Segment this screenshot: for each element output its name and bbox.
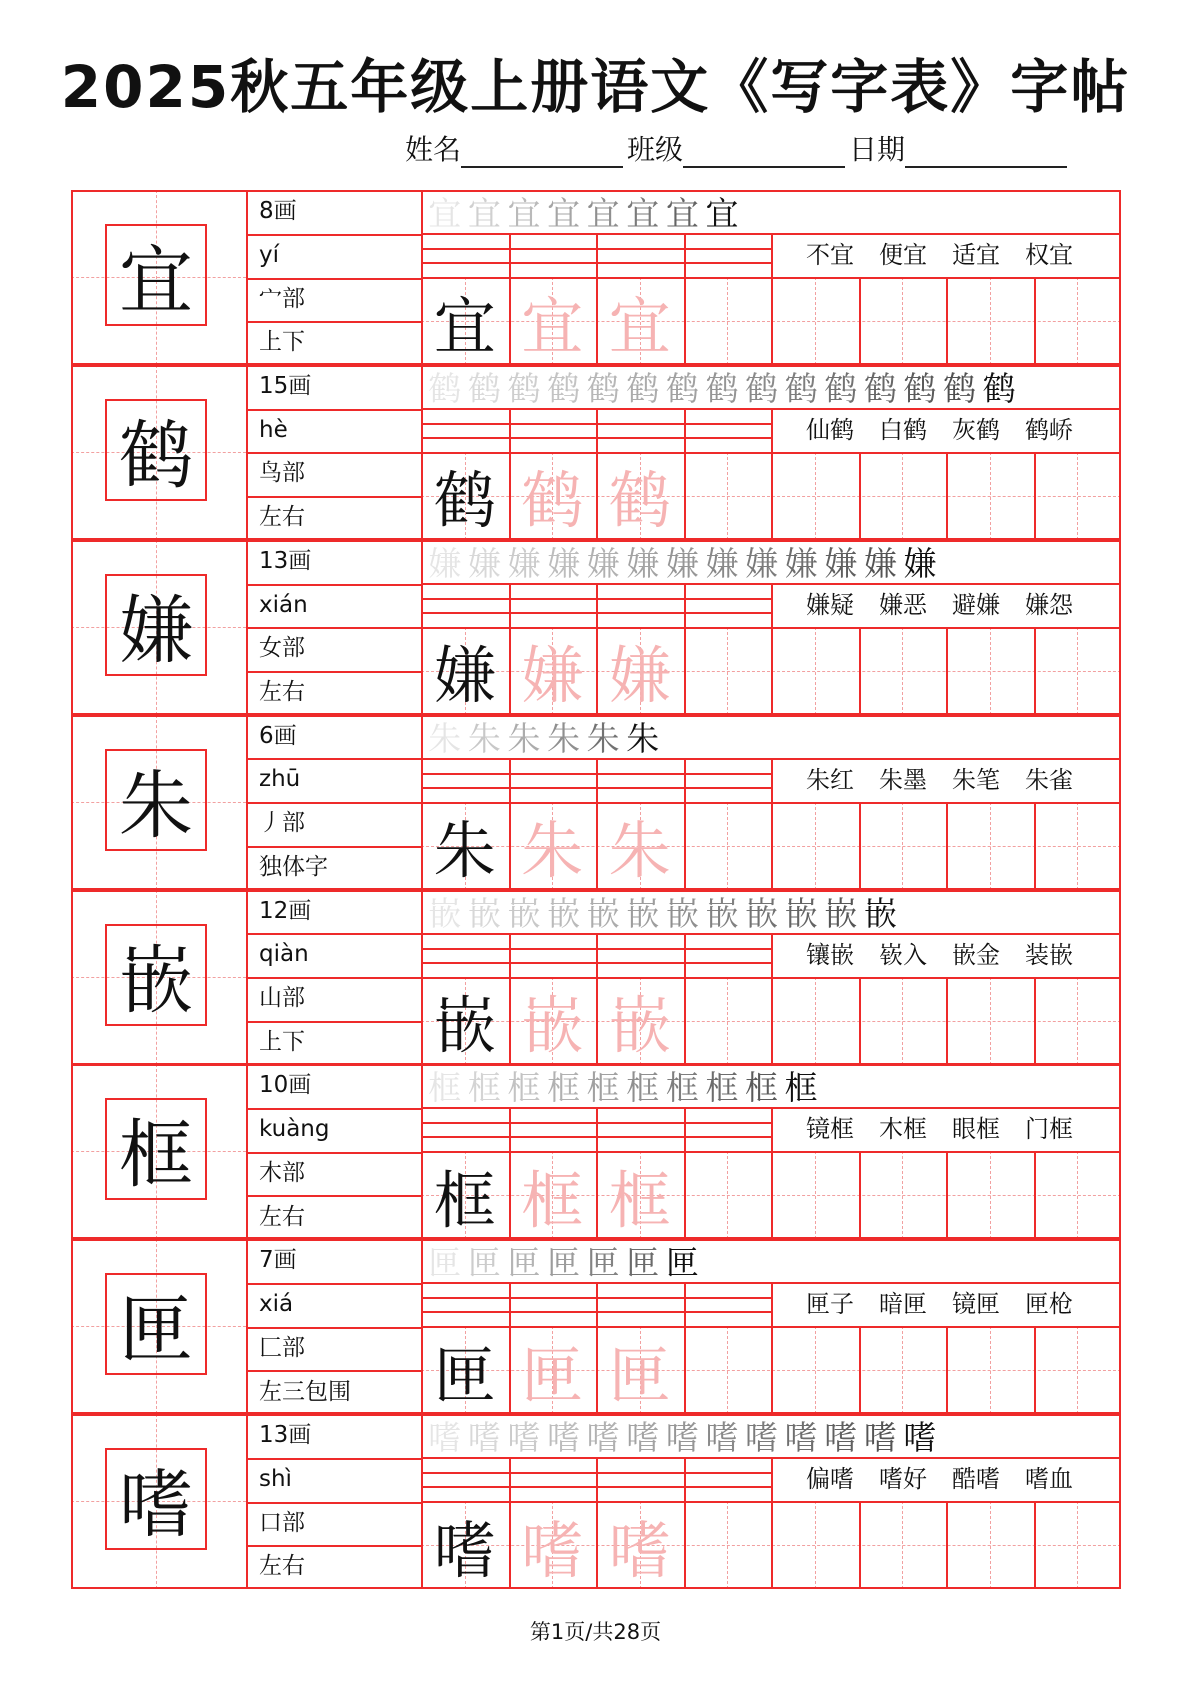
character-block [71, 190, 1121, 365]
grid-line [1034, 1501, 1036, 1589]
structure: 左右 [259, 1553, 305, 1580]
grid-line [771, 758, 773, 890]
grid-line [859, 802, 861, 890]
stroke-step: 框 [784, 1068, 818, 1108]
grid-line [1034, 452, 1036, 540]
big-character: 匣 [105, 1273, 207, 1375]
grid-line [946, 1501, 948, 1589]
grid-line [71, 1414, 73, 1589]
word: 暗匣 [879, 1290, 927, 1319]
big-character: 嵌 [105, 924, 207, 1026]
stroke-step: 框 [586, 1068, 620, 1108]
grid-line [771, 1457, 773, 1589]
stroke-step: 鹤 [784, 368, 818, 408]
stroke-step: 嵌 [547, 893, 581, 933]
stroke-step: 嵌 [824, 893, 858, 933]
stroke-step: 匣 [507, 1243, 541, 1283]
character-block [71, 1239, 1121, 1414]
stroke-step: 嫌 [863, 543, 897, 583]
character-block [71, 540, 1121, 715]
stroke-count: 12画 [259, 897, 312, 924]
stroke-step: 嫌 [626, 543, 660, 583]
grid-line [71, 890, 73, 1065]
stroke-step: 鹤 [665, 368, 699, 408]
stroke-count: 13画 [259, 1422, 312, 1449]
model-character: 朱 [433, 814, 496, 888]
stroke-count: 7画 [259, 1247, 297, 1274]
grid-line [684, 408, 686, 540]
word-list [806, 1458, 1098, 1501]
trace-character: 匣 [521, 1338, 584, 1412]
word: 避嫌 [952, 590, 1000, 619]
structure: 左三包围 [259, 1378, 351, 1405]
grid-line [1034, 1151, 1036, 1239]
stroke-step: 宜 [507, 194, 541, 233]
stroke-step: 嗜 [665, 1418, 699, 1458]
model-character: 框 [433, 1163, 496, 1237]
radical: 木部 [259, 1159, 305, 1186]
character-block [71, 715, 1121, 890]
grid-line [684, 233, 686, 365]
grid-line [1034, 802, 1036, 890]
word: 嫌疑 [806, 590, 854, 619]
stroke-count: 15画 [259, 372, 312, 399]
date-label: 日期 [849, 133, 906, 166]
stroke-step: 鹤 [863, 368, 897, 408]
structure: 左右 [259, 679, 305, 705]
stroke-step: 嗜 [903, 1418, 937, 1458]
word: 便宜 [879, 241, 927, 269]
word: 镶嵌 [806, 940, 854, 969]
stroke-step: 朱 [428, 718, 462, 758]
word: 木框 [879, 1115, 927, 1144]
grid-line [859, 1151, 861, 1239]
word-list [806, 409, 1098, 452]
word-list [806, 234, 1098, 277]
stroke-count: 10画 [259, 1072, 312, 1099]
trace-character: 嵌 [608, 989, 671, 1062]
pinyin: shì [259, 1465, 292, 1492]
word-list [806, 934, 1098, 977]
stroke-step: 宜 [665, 194, 699, 233]
grid-line [859, 977, 861, 1065]
word: 嵚入 [879, 940, 927, 969]
grid-line [771, 1107, 773, 1239]
word: 白鹤 [879, 415, 927, 444]
big-character: 朱 [105, 749, 207, 851]
stroke-step: 嵌 [428, 893, 462, 933]
word: 镜框 [806, 1115, 854, 1144]
stroke-step: 嫌 [547, 543, 581, 583]
grid-line [1034, 277, 1036, 365]
word: 朱笔 [952, 765, 1000, 794]
stroke-order [425, 190, 742, 233]
stroke-step: 嫌 [586, 543, 620, 583]
trace-character: 宜 [608, 289, 671, 363]
grid-line [1034, 1326, 1036, 1414]
pinyin: xiá [259, 1291, 294, 1317]
stroke-step: 朱 [586, 718, 620, 758]
word: 仙鹤 [806, 415, 854, 444]
trace-character: 框 [608, 1163, 671, 1237]
stroke-step: 框 [507, 1068, 541, 1108]
structure: 上下 [259, 329, 305, 356]
stroke-count: 8画 [259, 198, 297, 224]
stroke-step: 嗜 [467, 1418, 501, 1458]
trace-character: 朱 [608, 814, 671, 888]
word: 鹤峤 [1025, 415, 1073, 444]
character-block [71, 1064, 1121, 1239]
stroke-step: 框 [745, 1068, 779, 1108]
stroke-step: 嫌 [824, 543, 858, 583]
trace-character: 鹤 [521, 464, 584, 538]
stroke-count: 13画 [259, 547, 312, 574]
student-info [405, 128, 1071, 168]
word: 朱雀 [1025, 765, 1073, 794]
stroke-order [425, 715, 663, 758]
character-block [71, 890, 1121, 1065]
stroke-step: 鹤 [943, 368, 977, 408]
stroke-step: 嫌 [745, 543, 779, 583]
stroke-step: 嫌 [428, 543, 462, 583]
stroke-step: 鹤 [428, 368, 462, 408]
stroke-step: 鹤 [467, 368, 501, 408]
stroke-step: 鹤 [705, 368, 739, 408]
grid-line [859, 452, 861, 540]
grid-line [771, 933, 773, 1065]
grid-line [71, 1064, 73, 1239]
radical: 丿部 [259, 810, 305, 837]
stroke-step: 嫌 [784, 543, 818, 583]
stroke-step: 嵌 [626, 893, 660, 933]
word: 灰鹤 [952, 415, 1000, 444]
pinyin: yí [259, 241, 280, 268]
stroke-step: 嫌 [705, 543, 739, 583]
structure: 左右 [259, 504, 305, 531]
stroke-step: 匣 [467, 1243, 501, 1283]
word-list [806, 759, 1098, 802]
class-label: 班级 [627, 133, 684, 166]
grid-line [946, 802, 948, 890]
word: 门框 [1025, 1115, 1073, 1144]
stroke-step: 框 [428, 1068, 462, 1108]
pinyin: kuàng [259, 1116, 330, 1143]
radical: 匚部 [259, 1334, 305, 1361]
word: 眼框 [952, 1115, 1000, 1144]
stroke-step: 匣 [428, 1243, 462, 1283]
model-character: 嫌 [433, 639, 496, 713]
trace-character: 框 [521, 1163, 584, 1237]
word: 不宜 [806, 241, 854, 269]
stroke-step: 嗜 [784, 1418, 818, 1458]
stroke-step: 嫌 [467, 543, 501, 583]
stroke-order [425, 1239, 702, 1282]
grid-line [71, 365, 73, 540]
word-list [806, 584, 1098, 627]
radical: 山部 [259, 985, 305, 1011]
stroke-step: 嵌 [745, 893, 779, 933]
pinyin: hè [259, 416, 288, 443]
stroke-count: 6画 [259, 722, 297, 749]
stroke-step: 匣 [665, 1243, 699, 1283]
stroke-step: 框 [626, 1068, 660, 1108]
model-character: 鹤 [433, 464, 496, 538]
stroke-step: 嵌 [507, 893, 541, 933]
stroke-step: 嵌 [467, 893, 501, 933]
stroke-step: 嫌 [665, 543, 699, 583]
stroke-step: 鹤 [982, 368, 1016, 408]
grid-line [684, 583, 686, 715]
stroke-step: 嗜 [705, 1418, 739, 1458]
word-list [806, 1283, 1098, 1326]
pinyin: qiàn [259, 941, 309, 968]
stroke-step: 嗜 [824, 1418, 858, 1458]
date-blank [905, 136, 1067, 168]
big-character: 嫌 [105, 574, 207, 676]
stroke-step: 框 [467, 1068, 501, 1108]
grid-line [71, 1239, 73, 1414]
stroke-step: 嗜 [626, 1418, 660, 1458]
trace-character: 嫌 [608, 639, 671, 713]
grid-line [684, 933, 686, 1065]
stroke-step: 嗜 [507, 1418, 541, 1458]
grid-line [684, 1282, 686, 1414]
trace-character: 匣 [608, 1338, 671, 1412]
word: 匣枪 [1025, 1290, 1073, 1319]
stroke-step: 框 [705, 1068, 739, 1108]
structure: 上下 [259, 1028, 305, 1055]
stroke-step: 宜 [547, 194, 581, 233]
grid-line [771, 1282, 773, 1414]
grid-line [946, 277, 948, 365]
stroke-order [425, 1414, 940, 1457]
word: 朱红 [806, 765, 854, 794]
class-blank [683, 136, 845, 168]
pinyin: zhū [259, 766, 301, 793]
grid-line [946, 627, 948, 715]
word: 嗜好 [879, 1465, 927, 1494]
stroke-order [425, 890, 900, 933]
character-block [71, 365, 1121, 540]
word: 嫌怨 [1025, 590, 1073, 619]
grid-line [771, 583, 773, 715]
grid-line [859, 277, 861, 365]
grid-line [946, 1151, 948, 1239]
stroke-step: 嵌 [705, 893, 739, 933]
radical: 鸟部 [259, 460, 305, 487]
grid-line [946, 1326, 948, 1414]
stroke-order [425, 540, 940, 583]
grid-line [946, 977, 948, 1065]
trace-character: 嫌 [521, 639, 584, 713]
character-block [71, 1414, 1121, 1589]
stroke-step: 匣 [547, 1243, 581, 1283]
radical: 宀部 [259, 285, 305, 312]
grid-line [684, 1107, 686, 1239]
page-title: 2025秋五年级上册语文《写字表》字帖 [60, 53, 1131, 121]
stroke-step: 鹤 [586, 368, 620, 408]
grid-line [1034, 977, 1036, 1065]
word: 嫌恶 [879, 590, 927, 619]
stroke-step: 朱 [626, 718, 660, 758]
word: 嗜血 [1025, 1465, 1073, 1494]
stroke-step: 嗜 [547, 1418, 581, 1458]
word-list [806, 1108, 1098, 1151]
trace-character: 宜 [521, 289, 584, 363]
grid-line [946, 452, 948, 540]
stroke-step: 鹤 [626, 368, 660, 408]
stroke-step: 宜 [428, 194, 462, 233]
trace-character: 嗜 [521, 1513, 584, 1587]
stroke-step: 朱 [547, 718, 581, 758]
grid-line [1034, 627, 1036, 715]
stroke-step: 嗜 [428, 1418, 462, 1458]
trace-character: 嵌 [521, 989, 584, 1062]
stroke-step: 宜 [626, 194, 660, 233]
stroke-step: 鹤 [745, 368, 779, 408]
stroke-step: 框 [547, 1068, 581, 1108]
stroke-step: 宜 [586, 194, 620, 233]
radical: 女部 [259, 635, 305, 662]
stroke-step: 嗜 [863, 1418, 897, 1458]
stroke-step: 嗜 [745, 1418, 779, 1458]
stroke-step: 嗜 [586, 1418, 620, 1458]
word: 装嵌 [1025, 940, 1073, 969]
stroke-step: 鹤 [903, 368, 937, 408]
stroke-step: 朱 [507, 718, 541, 758]
stroke-step: 嵌 [784, 893, 818, 933]
stroke-step: 鹤 [824, 368, 858, 408]
grid-line [684, 758, 686, 890]
stroke-step: 嵌 [665, 893, 699, 933]
word: 嵌金 [952, 940, 1000, 969]
grid-line [71, 540, 73, 715]
trace-character: 朱 [521, 814, 584, 888]
grid-line [859, 1326, 861, 1414]
big-character: 嗜 [105, 1448, 207, 1550]
radical: 口部 [259, 1509, 305, 1536]
name-label: 姓名 [405, 133, 462, 166]
big-character: 鹤 [105, 399, 207, 501]
stroke-step: 框 [665, 1068, 699, 1108]
word: 镜匣 [952, 1290, 1000, 1319]
stroke-step: 嫌 [507, 543, 541, 583]
grid-line [771, 408, 773, 540]
stroke-order [425, 1064, 821, 1107]
big-character: 宜 [105, 224, 207, 326]
grid-line [71, 190, 73, 365]
model-character: 嗜 [433, 1513, 496, 1587]
practice-sheet [71, 190, 1121, 1589]
stroke-step: 嵌 [863, 893, 897, 933]
stroke-step: 匣 [626, 1243, 660, 1283]
word: 权宜 [1025, 241, 1073, 269]
grid-line [859, 1501, 861, 1589]
stroke-step: 鹤 [507, 368, 541, 408]
word: 偏嗜 [806, 1465, 854, 1494]
grid-line [859, 627, 861, 715]
structure: 独体字 [259, 853, 328, 880]
stroke-step: 朱 [467, 718, 501, 758]
page-number: 第1页/共28页 [529, 1620, 662, 1644]
grid-line [771, 233, 773, 365]
stroke-step: 嫌 [903, 543, 937, 583]
big-character: 框 [105, 1098, 207, 1200]
model-character: 宜 [433, 289, 496, 363]
word: 适宜 [952, 241, 1000, 269]
model-character: 匣 [433, 1338, 496, 1412]
stroke-step: 宜 [705, 194, 739, 233]
trace-character: 嗜 [608, 1513, 671, 1587]
stroke-step: 鹤 [547, 368, 581, 408]
grid-line [71, 715, 73, 890]
structure: 左右 [259, 1203, 305, 1230]
trace-character: 鹤 [608, 464, 671, 538]
stroke-step: 宜 [467, 194, 501, 233]
name-blank [461, 136, 623, 168]
grid-line [684, 1457, 686, 1589]
stroke-order [425, 365, 1019, 408]
stroke-step: 匣 [586, 1243, 620, 1283]
pinyin: xián [259, 591, 308, 618]
word: 酷嗜 [952, 1465, 1000, 1494]
stroke-step: 嵌 [586, 893, 620, 933]
word: 匣子 [806, 1290, 854, 1319]
model-character: 嵌 [433, 989, 496, 1062]
word: 朱墨 [879, 765, 927, 794]
